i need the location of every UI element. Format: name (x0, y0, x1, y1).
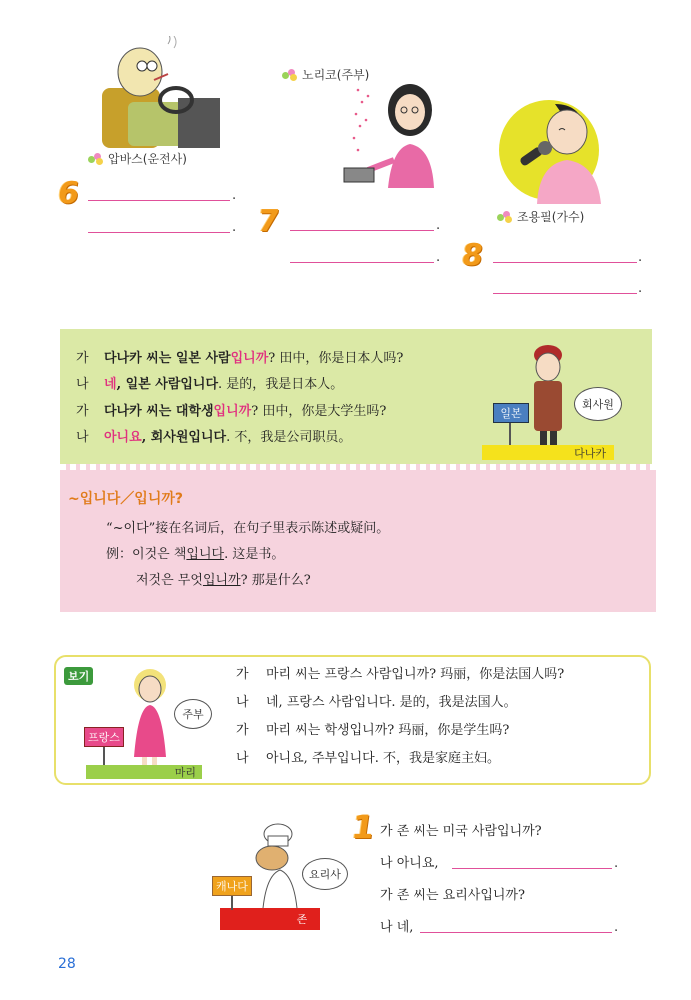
answer-line[interactable] (493, 262, 637, 263)
name-bar: 마리 (86, 765, 202, 779)
country-sign: 일본 (493, 403, 529, 423)
thought-bubble: 주부 (174, 699, 212, 729)
answer-line[interactable] (290, 262, 434, 263)
period: . (232, 220, 237, 235)
character-label-6: 압바스(운전사) (88, 150, 187, 167)
answer-line[interactable] (420, 932, 612, 933)
name-bar: 다나카 (482, 445, 614, 460)
sign-post (231, 896, 233, 910)
example-line: 가 마리 씨는 프랑스 사람입니까? 玛丽，你是法国人吗? (236, 667, 565, 682)
dialogue-line: 가 다나카 씨는 대학생입니까? 田中，你是大学生吗? (76, 404, 387, 419)
answer-line[interactable] (452, 868, 612, 869)
period: . (614, 856, 619, 871)
exercise-line: 가 존 씨는 미국 사람입니까? (380, 824, 542, 839)
page-number: 28 (58, 956, 76, 972)
flower-icon (497, 211, 513, 223)
singer-illustration (497, 96, 609, 204)
grammar-example-2: 저것은 무엇입니까? 那是什么? (136, 573, 311, 588)
period: . (638, 281, 643, 296)
grammar-example-1: 例：이것은 책입니다. 这是书。 (106, 547, 285, 562)
character-label-8: 조용필(가수) (497, 208, 584, 225)
example-badge: 보기 (64, 667, 93, 685)
grammar-title: ~입니다／입니까? (68, 491, 183, 507)
name-bar-label: 존 (296, 913, 308, 926)
marie-illustration (120, 667, 180, 777)
exercise-line: 나 아니요, (380, 856, 439, 871)
exercise-number-7: 7 (255, 204, 282, 239)
flower-icon (282, 69, 298, 81)
dialogue-panel (60, 329, 652, 464)
exercise-line: 나 네, (380, 920, 414, 935)
answer-line[interactable] (290, 230, 434, 231)
thought-bubble: 회사원 (574, 387, 622, 421)
answer-line[interactable] (493, 293, 637, 294)
country-sign: 캐나다 (212, 876, 252, 896)
example-line: 나 네, 프랑스 사람입니다. 是的，我是法国人。 (236, 695, 517, 710)
period: . (638, 250, 643, 265)
period: . (232, 188, 237, 203)
example-box (54, 655, 651, 785)
period: . (436, 250, 441, 265)
grammar-panel (60, 470, 656, 612)
period: . (614, 920, 619, 935)
period: . (436, 218, 441, 233)
housewife-illustration (338, 80, 448, 188)
answer-line[interactable] (88, 232, 230, 233)
example-line: 가 마리 씨는 학생입니까? 玛丽，你是学生吗? (236, 723, 510, 738)
grammar-explanation: “~이다”接在名词后，在句子里表示陈述或疑问。 (106, 521, 390, 536)
dialogue-line: 나 네, 일본 사람입니다. 是的，我是日本人。 (76, 377, 344, 392)
exercise-number-6: 6 (55, 176, 82, 211)
driver-illustration (98, 36, 220, 148)
flower-icon (88, 153, 104, 165)
thought-bubble: 요리사 (302, 858, 348, 890)
exercise-number-1: 1 (349, 808, 377, 846)
exercise-line: 가 존 씨는 요리사입니까? (380, 888, 525, 903)
exercise-number-8: 8 (459, 238, 486, 273)
example-line: 나 아니요, 주부입니다. 不，我是家庭主妇。 (236, 751, 500, 766)
country-sign: 프랑스 (84, 727, 124, 747)
answer-line[interactable] (88, 200, 230, 201)
character-label-7: 노리코(주부) (282, 66, 369, 83)
dialogue-line: 나 아니요, 회사원입니다. 不，我是公司职员。 (76, 430, 352, 445)
dialogue-line: 가 다나카 씨는 일본 사람입니까? 田中，你是日本人吗? (76, 351, 404, 366)
